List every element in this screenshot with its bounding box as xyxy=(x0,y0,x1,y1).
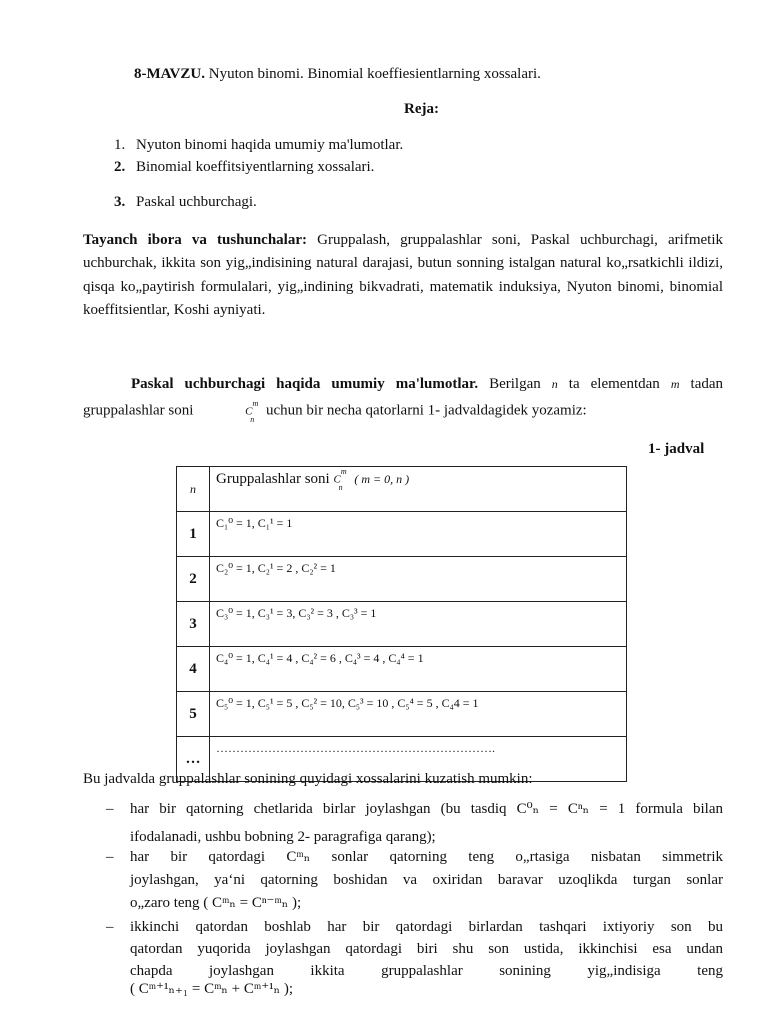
header-range: ( m = 0, n ) xyxy=(354,472,410,486)
plan-number: 1. xyxy=(114,137,126,153)
row-values: C₁⁰ = 1, C₁¹ = 1 xyxy=(210,512,627,557)
table-row xyxy=(177,557,627,602)
bullet-line: ( Cᵐ⁺¹ₙ₊₁ = Cᵐₙ + Cᵐ⁺¹ₙ ); xyxy=(130,981,294,997)
n-symbol: n xyxy=(551,377,558,391)
row-values: C₃⁰ = 1, C₃¹ = 3, C₃² = 3 , C₃³ = 1 xyxy=(210,602,627,647)
row-n: 4 xyxy=(177,647,210,692)
plan-text: Paskal uchburchagi. xyxy=(136,194,257,210)
row-values: C₄⁰ = 1, C₄¹ = 4 , C₄² = 6 , C₄³ = 4 , C₄⁴ = 1 xyxy=(210,647,627,692)
bullet-line: har bir qatorning chetlarida birlar joylashgan (bu tasdiq C⁰ₙ = Cⁿₙ = 1 formula bilan xyxy=(130,801,723,817)
row-values: ……………………………………………………………. xyxy=(210,737,627,782)
combination-symbol: $C^m_n$ xyxy=(333,467,347,493)
header-text: Gruppalashlar soni xyxy=(216,471,330,487)
row-n: 2 xyxy=(177,557,210,602)
table-row xyxy=(177,602,627,647)
properties-intro: Bu jadvalda gruppalashlar sonining quyidagi xossalarini kuzatish mumkin: xyxy=(83,771,533,787)
row-n: 5 xyxy=(177,692,210,737)
row-n: … xyxy=(177,737,210,782)
bullet-line: har bir qatordagi Cᵐₙ sonlar qatorning teng o„rtasiga nisbatan simmetrik xyxy=(130,849,723,865)
intro-text-1: Berilgan xyxy=(478,376,552,392)
bullet-line: qatordan yuqorida joylashgan qatordagi biri shu son ustida, ikkinchisi esa undan xyxy=(130,941,723,957)
plan-item-2 xyxy=(114,159,374,176)
bullet-dash: – xyxy=(106,801,114,817)
intro-paragraph xyxy=(83,373,723,428)
row-n: 1 xyxy=(177,512,210,557)
keywords-label: Tayanch ibora va tushunchalar: xyxy=(83,232,307,248)
lesson-title xyxy=(134,66,541,83)
row-n: 3 xyxy=(177,602,210,647)
keywords-paragraph xyxy=(83,229,723,323)
plan-number: 2. xyxy=(114,159,126,175)
header-n: n xyxy=(177,467,210,512)
table-caption: 1- jadval xyxy=(648,441,705,457)
plan-item-3 xyxy=(114,194,257,211)
bullet-line: o„zaro teng ( Cᵐₙ = Cⁿ⁻ᵐₙ ); xyxy=(130,895,302,911)
bullet-line: ikkinchi qatordan boshlab har bir qatordagi birlardan tashqari ixtiyoriy son bu xyxy=(130,919,723,935)
plan-heading: Reja: xyxy=(404,101,439,117)
intro-text-3: tadan gruppalashlar soni xyxy=(83,376,724,420)
bullet-dash: – xyxy=(106,849,114,865)
intro-heading: Paskal uchburchagi haqida umumiy ma'lumotlar. xyxy=(131,376,479,392)
intro-text-4: uchun bir necha qatorlarni 1- jadvaldagidek yozamiz: xyxy=(262,403,587,420)
plan-number: 3. xyxy=(114,194,126,210)
bullet-dash: – xyxy=(106,919,114,935)
table-row xyxy=(177,512,627,557)
plan-text: Binomial koeffitsiyentlarning xossalari. xyxy=(136,159,375,175)
plan-item-1 xyxy=(114,137,403,154)
combination-symbol: $C^m_n$ xyxy=(245,399,259,425)
table-row xyxy=(177,647,627,692)
row-values: C₅⁰ = 1, C₅¹ = 5 , C₅² = 10, C₅³ = 10 , C₅⁴ = 5 , C₄4 = 1 xyxy=(210,692,627,737)
lesson-topic: Nyuton binomi. Binomial koeffiesientlarning xossalari. xyxy=(204,66,541,82)
bullet-line: chapda joylashgan ikkita gruppalashlar sonining yig„indisiga teng xyxy=(130,963,723,979)
header-title xyxy=(210,467,627,512)
m-symbol: m xyxy=(670,377,680,391)
table-row xyxy=(177,692,627,737)
bullet-line: ifodalanadi, ushbu bobning 2- paragrafiga qarang); xyxy=(130,829,436,845)
bullet-line: joylashgan, ya‘ni qatorning boshidan va oxiridan baravar uzoqlikda turgan sonlar xyxy=(130,872,723,888)
plan-text: Nyuton binomi haqida umumiy ma'lumotlar. xyxy=(136,137,404,153)
lesson-number: 8-MAVZU. xyxy=(134,66,205,82)
table-header-row xyxy=(177,467,627,512)
keywords-text: Gruppalash, gruppalashlar soni, Paskal uchburchagi, arifmetik uchburchak, ikkita son yig„indisining natural darajasi, butun sonning istalgan natural ko„rsatkichli ildizi, qisqa ko„paytirish formulalari, yig„indining bikvadrati, matematik induksiya, Nyuton binomi, binomial koeffitsientlar, Koshi ayniyati. xyxy=(83,232,723,319)
intro-text-2: ta elementdan xyxy=(557,376,660,392)
row-values: C₂⁰ = 1, C₂¹ = 2 , C₂² = 1 xyxy=(210,557,627,602)
combinations-table xyxy=(176,466,627,782)
